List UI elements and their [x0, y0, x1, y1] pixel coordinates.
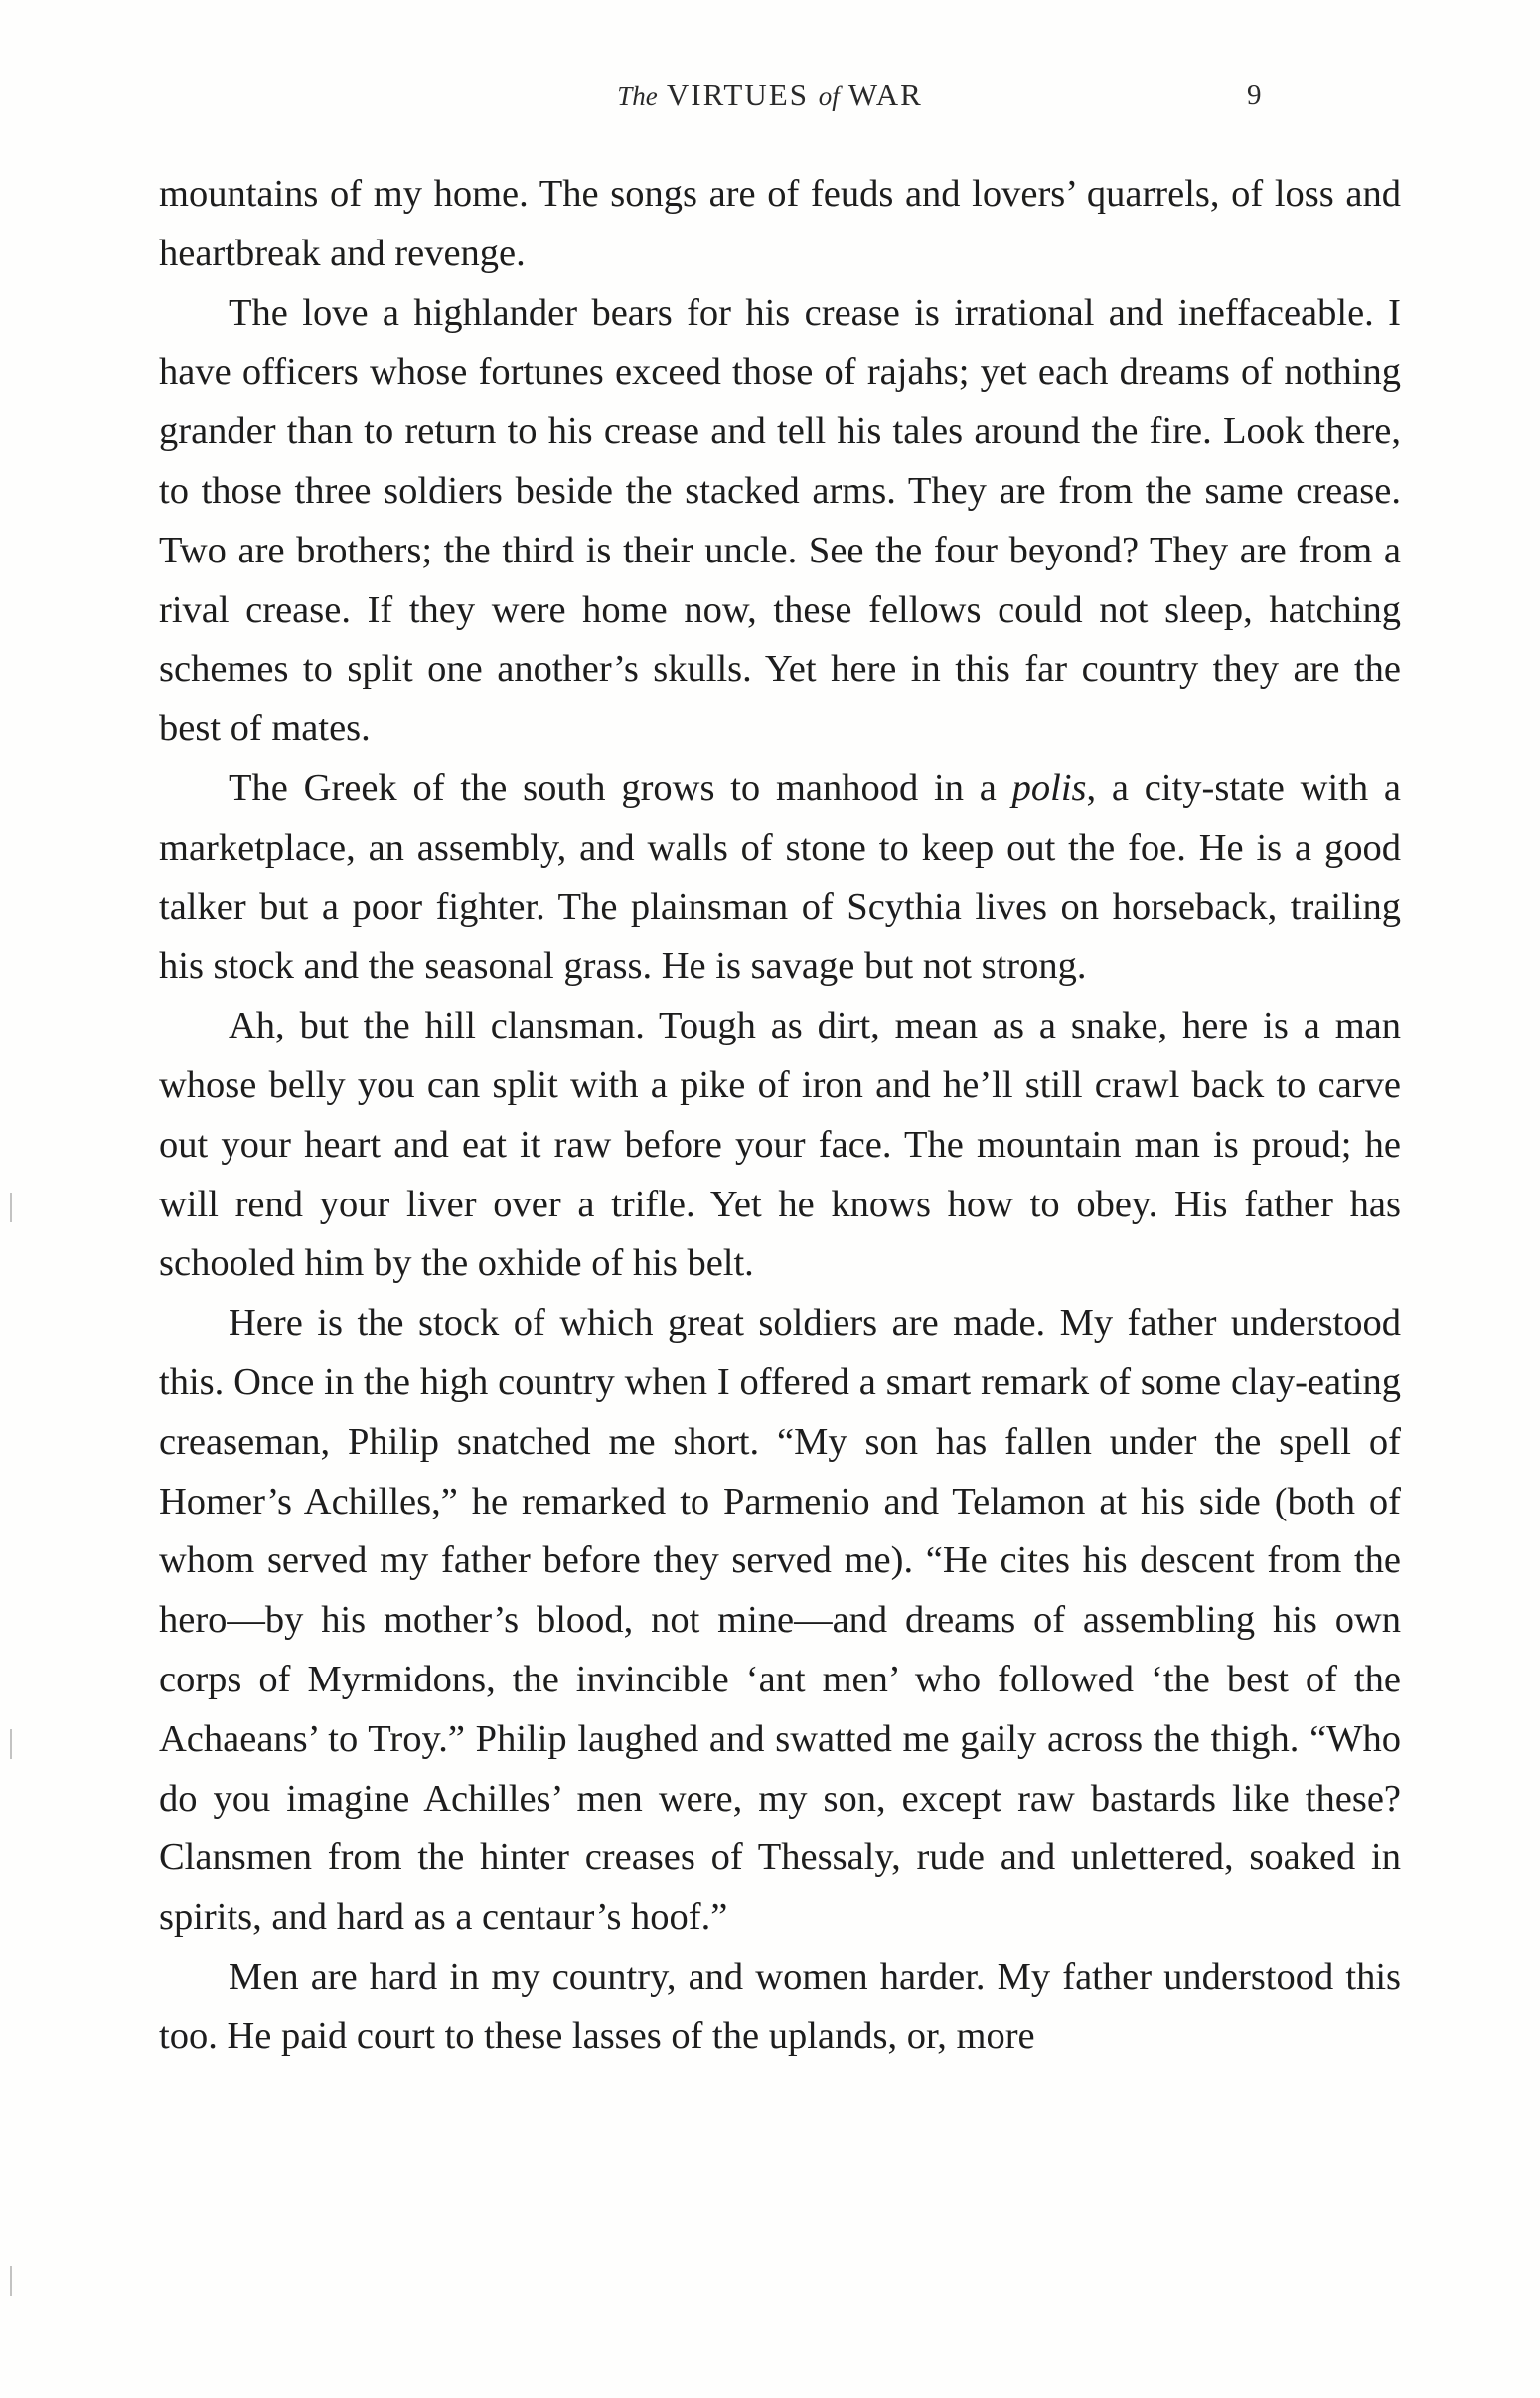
- book-title: [0, 78, 1540, 113]
- title-word-war: WAR: [847, 78, 923, 112]
- scan-artifact: [10, 1729, 12, 1759]
- scan-artifact: [10, 1193, 12, 1222]
- title-word-virtues: VIRTUES: [666, 78, 809, 112]
- paragraph: Men are hard in my country, and women harder. My father understood this too. He paid court to these lasses of the uplands, or, more: [159, 1955, 1401, 2057]
- paragraph: Ah, but the hill clansman. Tough as dirt, mean as a snake, here is a man whose belly you can split with a pike of iron and he’ll still crawl back to carve out your heart and eat it raw before your face. The mountain man is proud; he will rend your liver over a trifle. Yet he knows how to obey. His father has schooled him by the oxhide of his belt.: [159, 1005, 1401, 1285]
- running-head: [0, 78, 1540, 127]
- page-number: 9: [1247, 80, 1262, 111]
- title-word-the: The: [617, 81, 658, 111]
- paragraph: The Greek of the south grows to manhood in a polis, a city-state with a marketplace, an assembly, and walls of stone to keep out the foe. He is a good talker but a poor fighter. The plainsman of Scythia lives on horseback, trailing his stock and the seasonal grass. He is savage but not strong.: [159, 766, 1401, 988]
- paragraph: mountains of my home. The songs are of feuds and lovers’ quarrels, of loss and heartbreak and revenge.: [159, 173, 1401, 274]
- scan-artifact: [10, 2266, 12, 2296]
- body-text: [159, 165, 1401, 2067]
- paragraph: The love a highlander bears for his crease is irrational and ineffaceable. I have officers whose fortunes exceed those of rajahs; yet each dreams of nothing grander than to return to his crease and tell his tales around the fire. Look there, to those three soldiers beside the stacked arms. They are from the same crease. Two are brothers; the third is their uncle. See the four beyond? They are from a rival crease. If they were home now, these fellows could not sleep, hatching schemes to split one another’s skulls. Yet here in this far country they are the best of mates.: [159, 291, 1401, 750]
- paragraph: Here is the stock of which great soldiers are made. My father understood this. Once in the high country when I offered a smart remark of some clay-eating creaseman, Philip snatched me short. “My son has fallen under the spell of Homer’s Achilles,” he remarked to Parmenio and Telamon at his side (both of whom served my father before they served me). “He cites his descent from the hero—by his mother’s blood, not mine—and dreams of assembling his own corps of Myrmidons, the invincible ‘ant men’ who followed ‘the best of the Achaeans’ to Troy.” Philip laughed and swatted me gaily across the thigh. “Who do you imagine Achilles’ men were, my son, except raw bastards like these? Clansmen from the hinter creases of Thessaly, rude and unlettered, soaked in spirits, and hard as a centaur’s hoof.”: [159, 1302, 1401, 1939]
- title-word-of: of: [818, 81, 840, 111]
- italic-term: polis: [1011, 766, 1087, 809]
